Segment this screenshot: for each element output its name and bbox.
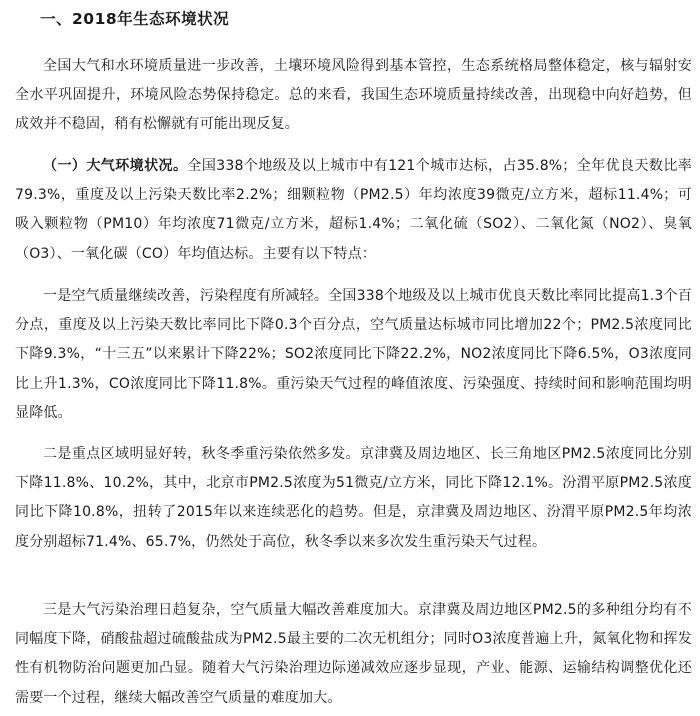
point-two-paragraph: 二是重点区域明显好转，秋冬季重污染依然多发。京津冀及周边地区、长三角地区PM2.5浓度同比分别下降11.8%、10.2%，其中，北京市PM2.5浓度为51微克/立方米，同比下降12.1%。汾渭平原PM2.5浓度同比下降10.8%，扭转了2015年以来连续恶化的趋势。但是，京津冀及周边地区、汾渭平原PM2.5年均浓度分别超标71.4%、65.7%，仍然处于高位，秋冬季以来多次发生重污染天气过程。 (15, 446, 692, 550)
overview-paragraph: 全国大气和水环境质量进一步改善，土壤环境风险得到基本管控，生态系统格局整体稳定，核与辐射安全水平巩固提升，环境风险态势保持稳定。总的来看，我国生态环境质量持续改善，出现稳中向好趋势，但成效并不稳固，稍有松懈就有可能出现反复。 (15, 58, 692, 133)
air-quality-subheading: （一）大气环境状况。 (43, 158, 188, 174)
point-one-paragraph: 一是空气质量继续改善，污染程度有所减轻。全国338个地级及以上城市优良天数比率同比提高1.3个百分点，重度及以上污染天数比率同比下降0.3个百分点，空气质量达标城市同比增加22个；PM2.5浓度同比下降9.3%，“十三五”以来累计下降22%；SO2浓度同比下降22.2%，NO2浓度同比下降6.5%，O3浓度同比上升1.3%，CO浓度同比下降11.8%。重污染天气过程的峰值浓度、污染强度、持续时间和影响范围均明显降低。 (15, 288, 692, 421)
air-quality-paragraph (15, 152, 692, 269)
point-three-paragraph: 三是大气污染治理日趋复杂，空气质量大幅改善难度加大。京津冀及周边地区PM2.5的多种组分均有不同幅度下降，硝酸盐超过硫酸盐成为PM2.5最主要的二次无机组分；同时O3浓度普遍上升，氮氧化物和挥发性有机物防治问题更加凸显。随着大气污染治理边际递减效应逐步显现，产业、能源、运输结构调整优化还需要一个过程，继续大幅改善空气质量的难度加大。 (15, 602, 692, 706)
section-heading: 一、2018年生态环境状况 (40, 10, 230, 28)
air-quality-body: 全国338个地级及以上城市中有121个城市达标，占35.8%；全年优良天数比率79.3%，重度及以上污染天数比率2.2%；细颗粒物（PM2.5）年均浓度39微克/立方米，超标11.4%；可吸入颗粒物（PM10）年均浓度71微克/立方米，超标1.4%；二氧化硫（SO2）、二氧化氮（NO2）、臭氧（O3）、一氧化碳（CO）年均值达标。主要有以下特点： (15, 158, 693, 262)
